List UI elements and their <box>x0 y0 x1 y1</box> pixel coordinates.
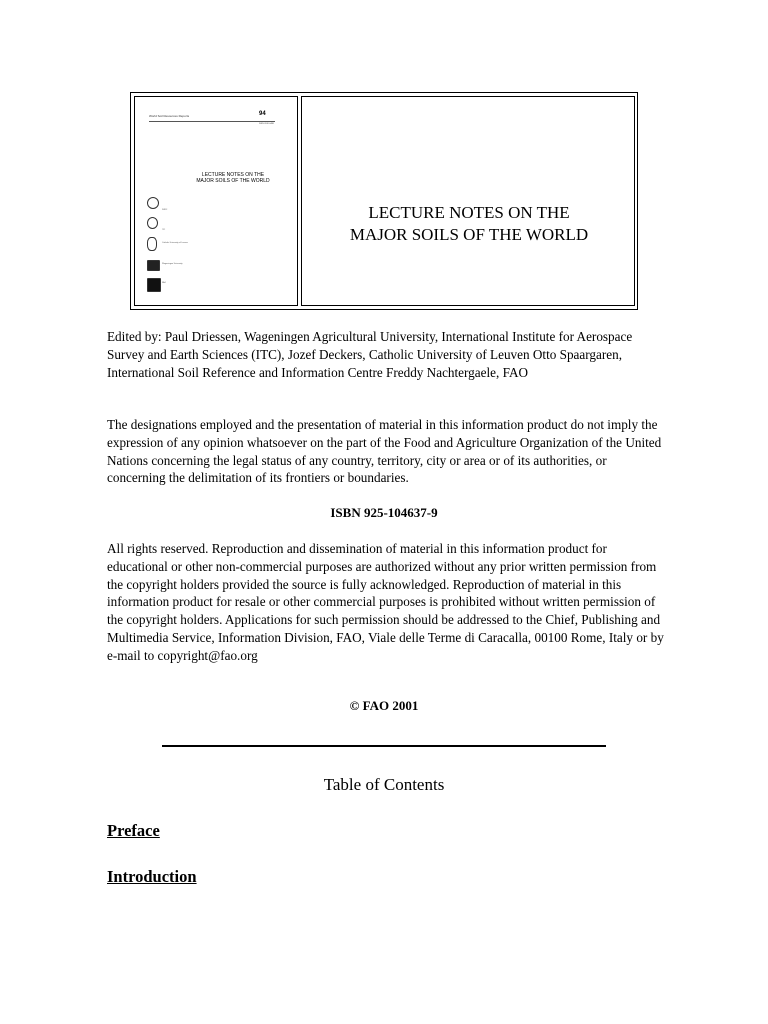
isbn: ISBN 925-104637-9 <box>330 505 438 520</box>
title-line-2: MAJOR SOILS OF THE WORLD <box>349 225 589 244</box>
document-title <box>302 202 636 246</box>
cover-thumbnail <box>134 96 298 306</box>
wageningen-logo-icon <box>147 260 160 271</box>
cover-title: LECTURE NOTES ON THE MAJOR SOILS OF THE WORLD <box>196 172 270 184</box>
cover-report-number: 94 <box>259 111 266 117</box>
logo-caption: Wageningen University <box>162 263 183 265</box>
logo-caption: ITC <box>162 229 166 231</box>
disclaimer-paragraph: The designations employed and the presentation of material in this information product do not imply the expression of any opinion whatsoever on the part of the Food and Agriculture Organization of the United Nations concerning the legal status of any country, territory, city or area or of its authorities, or concerning the delimitation of its frontiers or boundaries. <box>107 417 662 486</box>
isric-logo-icon <box>147 197 159 209</box>
header-table <box>130 92 638 310</box>
cover-rule <box>149 121 275 122</box>
title-cell <box>301 96 635 306</box>
logo-caption: FAO <box>162 282 167 284</box>
section-divider <box>162 745 606 747</box>
copyright-notice: © FAO 2001 <box>349 698 419 713</box>
fao-logo-icon <box>147 278 161 292</box>
leuven-logo-icon <box>147 237 157 251</box>
edited-by-paragraph: Edited by: Paul Driessen, Wageningen Agricultural University, International Institute for Aerospace Survey and Earth Sciences (ITC), Jozef Deckers, Catholic University of Leuven Otto Spaargaren, International Soil Reference and Information Centre Freddy Nachtergaele, FAO <box>107 329 633 380</box>
logo-caption: ISRIC <box>162 209 168 211</box>
itc-logo-icon <box>147 217 158 229</box>
logo-caption: Catholic University of Leuven <box>162 242 188 244</box>
toc-link-introduction[interactable]: Introduction <box>107 867 197 886</box>
cover-series-label: World Soil Resources Reports <box>149 114 190 118</box>
toc-heading: Table of Contents <box>323 775 445 794</box>
toc-link-preface[interactable]: Preface <box>107 821 160 840</box>
rights-paragraph: All rights reserved. Reproduction and dissemination of material in this information product for educational or other non-commercial purposes are authorized without any prior written permission from the copyright holders provided the source is fully acknowledged. Reproduction of material in this information product for resale or other commercial purposes is prohibited without written permission of the copyright holders. Applications for such permission should be addressed to the Chief, Publishing and Multimedia Service, Information Division, FAO, Viale delle Terme di Caracalla, 00100 Rome, Italy or by e-mail to copyright@fao.org <box>107 541 664 663</box>
cover-issn: ISSN 0532-0488 <box>259 123 274 125</box>
title-line-1: LECTURE NOTES ON THE <box>368 203 570 222</box>
